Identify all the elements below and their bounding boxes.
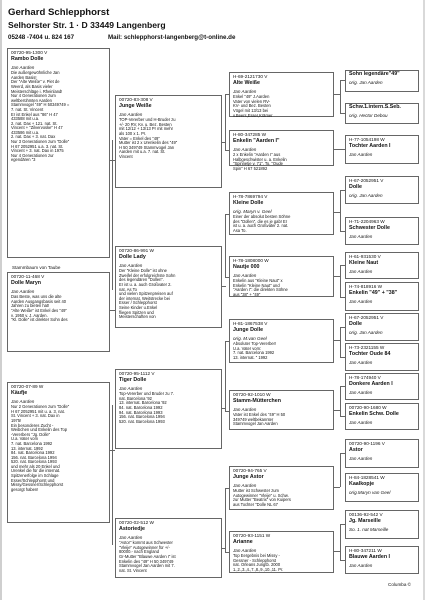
connector-line: [222, 548, 226, 549]
pigeon-owner: Jan Aarden: [349, 456, 373, 462]
pigeon-description: Absoluter Top-Vererber! U.a. Vater vom: 7. nat. Barcelona 1992 13. internat. " 1992: [233, 341, 277, 361]
pigeon-description: Der "Kleine Dolle" ist ohne Zweifel der erfolgreichste Sohn des legendären "Dollen". Er ist u. a. auch Großvater 2. nat. As To und vielen Spitzenpreisen auf der internat. Weitstrecke bei Esser / Schlepphorst Seine Kinder u.Enkel fliegen Spitzen und Meisterschaften von: [119, 268, 176, 320]
pigeon-name: Dolle Maryn: [11, 280, 42, 287]
pigeon-owner: Jan Aarden: [349, 152, 373, 158]
pigeon-owner: orig. Jan Aarden: [349, 330, 383, 336]
ring-number: H-73-2321155 W: [349, 345, 385, 350]
ring-number: 00720-86-991 W: [119, 248, 154, 253]
pigeon-card-gggp-10: [345, 373, 419, 400]
breeder-email: Mail: schlepphorst-langenberg@t-online.de: [108, 34, 236, 41]
ring-number: H-77-1054198 W: [349, 137, 385, 142]
connector-line: [334, 340, 340, 341]
connector-line: [334, 212, 340, 213]
pigeon-owner: Jan Aarden: [233, 483, 257, 489]
connector-line: [340, 327, 345, 328]
connector-line: [225, 214, 229, 215]
ring-number: 00720-95-1112 V: [119, 371, 155, 376]
pedigree-caption: Stammbaum von Taube: [12, 265, 61, 270]
pigeon-card-gggp-1: [345, 70, 419, 92]
connector-line: [225, 411, 229, 412]
pigeon-name: Dolle: [349, 184, 362, 191]
pigeon-owner: Jan Aarden: [119, 535, 143, 541]
connector-line: [225, 341, 226, 412]
pigeon-name: Enkelin Schw. Dolle: [349, 411, 399, 418]
connector-line: [340, 560, 345, 561]
pigeon-name: Dolle: [349, 321, 362, 328]
pigeon-owner: orig. Jan Aarden: [349, 193, 383, 199]
connector-line: [334, 410, 340, 411]
pigeon-card-ggp-3: [229, 192, 334, 235]
pigeon-name: Junge Weiße: [119, 103, 152, 110]
connector-line: [225, 552, 229, 553]
pigeon-name: Jg. Marseille: [349, 518, 381, 525]
pigeon-card-grandparent-1: [115, 95, 222, 188]
ring-number: 00720-11-468 V: [11, 274, 45, 279]
pigeon-owner: Jan Aarden: [233, 89, 257, 95]
pigeon-card-gggp-9: [345, 343, 419, 371]
pigeon-owner: Jan Aarden: [349, 563, 373, 569]
connector-line: [340, 327, 341, 357]
ring-number: H-67-2052951 V: [349, 178, 384, 183]
ring-number: H-61-931530 V: [349, 254, 381, 259]
ring-number: Schw.1.intern.S.Seb.: [349, 104, 401, 110]
pigeon-owner: Jan Aarden: [233, 407, 257, 413]
pigeon-name: Blauwe Aarden I: [349, 554, 391, 561]
ring-number: H-78-1808000 W: [233, 258, 269, 263]
pigeon-owner: Jan Aarden: [349, 360, 373, 366]
pigeon-name: Kleine Naut: [349, 260, 379, 267]
connector-line: [334, 94, 340, 95]
pigeon-card-parent-female: [7, 382, 110, 523]
pigeon-owner: Jan Aarden: [349, 299, 373, 305]
pigeon-description: TOP-Vererber und H-Bruder zu +/- 20 RV, Kv. u. Bez. Besten mit 12/12 + 13/13 Pr mit mehr als 100 x 1. Pr. Vater = Enkel des "49" Mutter ist 2 x Urenkelin des "49" H 50 349749 Stammvogel Jan Aarden mit u.a. 7. nat. St. Vincent: [119, 117, 178, 159]
pigeon-card-gggp-3: [345, 135, 419, 164]
pigeon-description: Top Eergebnis bei Missy - Gessner - Schlepphorst nat. Orleans Jungtb. 2000 1.,2.,3.,4.,7.,8.,9.,10.,11. Pr.: [233, 553, 284, 573]
pigeon-name: Enkelin "49" + "38": [349, 290, 398, 297]
connector-line: [222, 142, 226, 143]
connector-line: [340, 190, 341, 231]
pigeon-card-grandparent-2: [115, 246, 222, 328]
pigeon-name: Enkelin "Aarden I": [233, 138, 280, 145]
connector-line: [340, 265, 341, 297]
pigeon-card-gggp-4: [345, 176, 419, 204]
pigeon-description: Die außergewöhnliche Jan Aarden Basis! Der "Alte Weiße" v. Piet de Weerd, als Basis vieler Meisterschläge i. Rheinland! Nur 4 Generationen zum weltberühmten Aarden Stammvogel "49" H 50349749 = 7. nat. St. Vincent Er ist Enkel aus "86" H 47 433588 mit u.a. 2. nat. Dax + 121. nat. St. Vincent + "Zilvervoske" H 47 433586 mit u.a. 2. nat. Dax + 3. nat. Dax Nur 3 Generationen zum "Dolle" H 67 2052951 u.a. 3. nat. St. Vincent + 3. nat. Dax in 1975 Nur 4 Generationen zur egendären "3: [11, 70, 70, 163]
ring-number: H-74-818916 W: [349, 284, 383, 289]
connector-line: [225, 150, 229, 151]
pigeon-description: Enkelin aus "Kleine Naut" x Enkelin "Kleine Naut" und "Aarden I": die direkten Söhne aus "38" + "49": [233, 278, 288, 298]
ring-number: 00720-90-1196 V: [349, 441, 385, 446]
pigeon-name: Käufje: [11, 390, 28, 397]
pigeon-name: Kleine Dolle: [233, 200, 264, 207]
ring-number: 00720-02-512 W: [119, 520, 154, 525]
connector-line: [225, 277, 229, 278]
pigeon-description: Vater ist Enkel des "49" H 50 349749 weltbekannter Stammvogel Jan Aarden: [233, 412, 286, 427]
connector-line: [225, 488, 226, 552]
pigeon-card-grandparent-3: [115, 369, 222, 449]
connector-line: [340, 453, 341, 487]
breeder-address: Selhorster Str. 1 · D 33449 Langenberg: [8, 20, 166, 30]
connector-line: [340, 386, 345, 387]
connector-line: [340, 190, 345, 191]
connector-line: [334, 487, 340, 488]
pigeon-card-gggp-5: [345, 217, 419, 245]
pigeon-owner: orig.Maryn van Geel: [349, 490, 391, 496]
pigeon-owner: Jan Aarden: [349, 420, 373, 426]
connector-line: [225, 341, 229, 342]
pigeon-description: Einer der absolut besten Söhne des "Dollen", die es je gab! Er ist u. a. auch Großvater 2. nat. Asa To.: [233, 214, 291, 234]
ring-number: 00720-83-308 V: [119, 97, 153, 102]
pigeon-card-gggp-11: [345, 403, 419, 430]
pigeon-owner: Jan Aarden: [349, 269, 373, 275]
pigeon-description: Das Beste, was uns die alte Aarden Ausgangsbasis seit 40 Jahren zu bieten hat! "Alte Weiße" ist Enkel des "49" v. 1950 v. J. Aarden. "Kl. Dolle" ist direkter Sohn des: [11, 294, 68, 323]
pigeon-name: Dolle Lady: [119, 254, 146, 261]
connector-line: [340, 416, 345, 417]
pigeon-card-ggp-2: [229, 130, 334, 172]
pigeon-name: Tochter Aarden I: [349, 143, 391, 150]
pigeon-card-gggp-13: [345, 473, 419, 502]
pigeon-name: Junge Dolle: [233, 327, 264, 334]
connector-line: [340, 113, 345, 114]
pigeon-name: Nautje 000: [233, 264, 260, 271]
ring-number: H-71-2204963 W: [349, 219, 385, 224]
pigeon-card-subject-male: [7, 48, 110, 258]
ring-number: 00720-90-1680 W: [349, 405, 387, 410]
ring-number: H-78-7869794 V: [233, 194, 268, 199]
pigeon-card-gggp-2: [345, 103, 419, 124]
pigeon-card-ggp-4: [229, 256, 334, 297]
pigeon-card-gggp-6: [345, 252, 419, 279]
connector-line: [340, 453, 345, 454]
pigeon-owner: Jan Aarden: [119, 263, 143, 269]
connector-line: [340, 524, 341, 560]
ring-number: 00720-95-1300 V: [11, 50, 48, 55]
scan-edge-left: [0, 0, 2, 600]
connector-line: [340, 265, 345, 266]
connector-line: [112, 405, 113, 545]
pigeon-name: Arianne: [233, 539, 253, 546]
pigeon-name: Kaalkopje: [349, 481, 375, 488]
ring-number: 00720-92-1010 W: [233, 392, 271, 397]
connector-line: [112, 140, 113, 290]
ring-number: H-69-2121730 V: [233, 74, 268, 79]
connector-line: [340, 80, 341, 114]
pigeon-card-gggp-7: [345, 282, 419, 311]
connector-line: [334, 276, 340, 277]
pigeon-name: Rambo Dolle: [11, 56, 44, 63]
pigeon-card-ggp-7: [229, 466, 334, 510]
connector-line: [225, 94, 229, 95]
pigeon-owner: Jan Aarden: [233, 147, 257, 153]
pigeon-description: 2 x Enkelin "Aarden I" aus Halbgeschwister u. a. Enkelin "Spinnetje v. 71". To. "Oude Spin" H 67 521892: [233, 152, 287, 172]
pigeon-name: Alte Weiße: [233, 80, 260, 87]
pigeon-description: Top-Vererber und Bruder zu 7. nat. Barcelona '92 13. internat. Barcelona '92 84. nat. Barcelona 1992 94. nat. Barcelona 1993 156. nat. Barcelona 1994 520. nat. Barcelona 1993: [119, 391, 175, 424]
pigeon-owner: Jan Aarden: [349, 234, 373, 240]
ring-number: H-84-1828541 W: [349, 475, 385, 480]
connector-line: [340, 357, 345, 358]
pigeon-name: Astor: [349, 447, 363, 454]
pigeon-name: Tiger Dolle: [119, 377, 147, 384]
pigeon-name: Tochter Oude 84: [349, 351, 391, 358]
ring-number: 00720-94-765 V: [233, 468, 267, 473]
connector-line: [225, 488, 229, 489]
pigeon-owner: Jan Aarden: [119, 386, 143, 392]
pigeon-card-gggp-12: [345, 439, 419, 468]
pigeon-description: Nur 2 Generationen zum "Dolle" H 67 2052951 mit u. a. 3. nat. St. Vincent + 3. nat. Dax in 1975! Ein besonderes Zucht - Weibchen und Enkelin des Top -Vererbers "Jg. Dolle" U.a. Vater vom 7. nat. Barcelona 1992 13. internat. 1992 84. nat. Barcelona 1992 156. nat. Barcelona 1994 520. nat. Barcelona 1993 und mehr als 20 Enkel und Urenkel die für die internat. Spitzenerfolge im Schlage Esser/Schlepphorst und Missy/Gessner/Schlepphorst gesorgt haben!: [11, 404, 70, 492]
pigeon-description: Enkel "49" J.Aarden Vater von vielen RV- KV- und Bez. Besten Vögel mit 13/13 bei v.Beers,Esser,Krämer: [233, 94, 273, 118]
pigeon-card-ggp-8: [229, 531, 334, 573]
ring-number: 00136-92-542 V: [349, 512, 383, 517]
footer-credit: Columba ©: [388, 582, 412, 587]
pigeon-card-gggp-15: [345, 546, 419, 574]
ring-number: Sohn legendäre"49": [349, 71, 400, 77]
connector-line: [340, 386, 341, 416]
ring-number: H-80-347211 W: [349, 548, 382, 553]
pigeon-card-gggp-8: [345, 313, 419, 341]
pigeon-card-grandparent-4: [115, 518, 222, 578]
ring-number: 00720-07-89 W: [11, 384, 44, 389]
pigeon-name: Schwester Dolle: [349, 225, 390, 232]
pigeon-card-ggp-1: [229, 72, 334, 117]
pigeon-card-ggp-5: [229, 319, 334, 363]
pigeon-owner: Jan Aarden: [233, 548, 257, 554]
pigeon-owner: orig. Jan Aarden: [349, 79, 383, 85]
pigeon-owner: orig. Maryn v. Geel: [233, 209, 272, 215]
pigeon-owner: Jan Aarden: [11, 65, 35, 71]
breeder-phone: 05248 -7404 u. 824 167: [8, 34, 75, 41]
ring-number: H-67-2052951 V: [349, 315, 384, 320]
connector-line: [222, 286, 226, 287]
ring-number: H-81-1867538 V: [233, 321, 268, 326]
pigeon-description: Mutter ist Schwester zum Autogewinner "Vleije" u. Schw. zur Mutter "Beatrix" von Kuipers aus Tochter "Dolle NL 67: [233, 488, 291, 508]
pigeon-owner: Jan Aarden: [11, 289, 35, 295]
pigeon-description: "Astor" kommt aus Schwester "Vleije" Autogewinner für +/- 80000.- nach England Gr-Mutter "Blauwe Aarden I" ist Enkelin des "49" H 50 349749 Stammvogel Jan Aarden mit 7. nat. St. Vincent: [119, 540, 176, 573]
connector-line: [334, 149, 345, 150]
breeder-name: Gerhard Schlepphorst: [8, 7, 110, 18]
pigeon-name: Donkere Aarden I: [349, 381, 393, 388]
ring-number: H-78-174940 V: [349, 375, 381, 380]
connector-line: [340, 297, 345, 298]
pigeon-card-ggp-6: [229, 390, 334, 430]
connector-line: [334, 551, 340, 552]
pigeon-card-gggp-14: [345, 510, 419, 539]
connector-line: [340, 524, 345, 525]
pigeon-owner: orig. Hector Debou: [349, 112, 388, 118]
connector-line: [340, 231, 345, 232]
connector-line: [222, 408, 226, 409]
connector-line: [110, 310, 115, 311]
connector-line: [340, 80, 345, 81]
pigeon-owner: Jan Aarden: [349, 390, 373, 396]
pigeon-name: Junge Astor: [233, 474, 264, 481]
pigeon-owner: orig. M.van Geel: [233, 336, 267, 342]
pigeon-owner: So. 1. nat Marseille: [349, 527, 389, 533]
connector-line: [225, 214, 226, 278]
pigeon-name: Astoriedje: [119, 526, 145, 533]
pigeon-name: Stamm-Mütterchen: [233, 398, 281, 405]
pigeon-owner: Jan Aarden: [11, 399, 35, 405]
pigeon-owner: Jan Aarden: [119, 112, 143, 118]
pigeon-owner: Jan Aarden: [233, 273, 257, 279]
connector-line: [110, 450, 115, 451]
ring-number: 00720-93-1151 W: [233, 533, 271, 538]
pigeon-card-parent-male: [7, 272, 110, 352]
ring-number: H-80-347285 W: [233, 132, 267, 137]
